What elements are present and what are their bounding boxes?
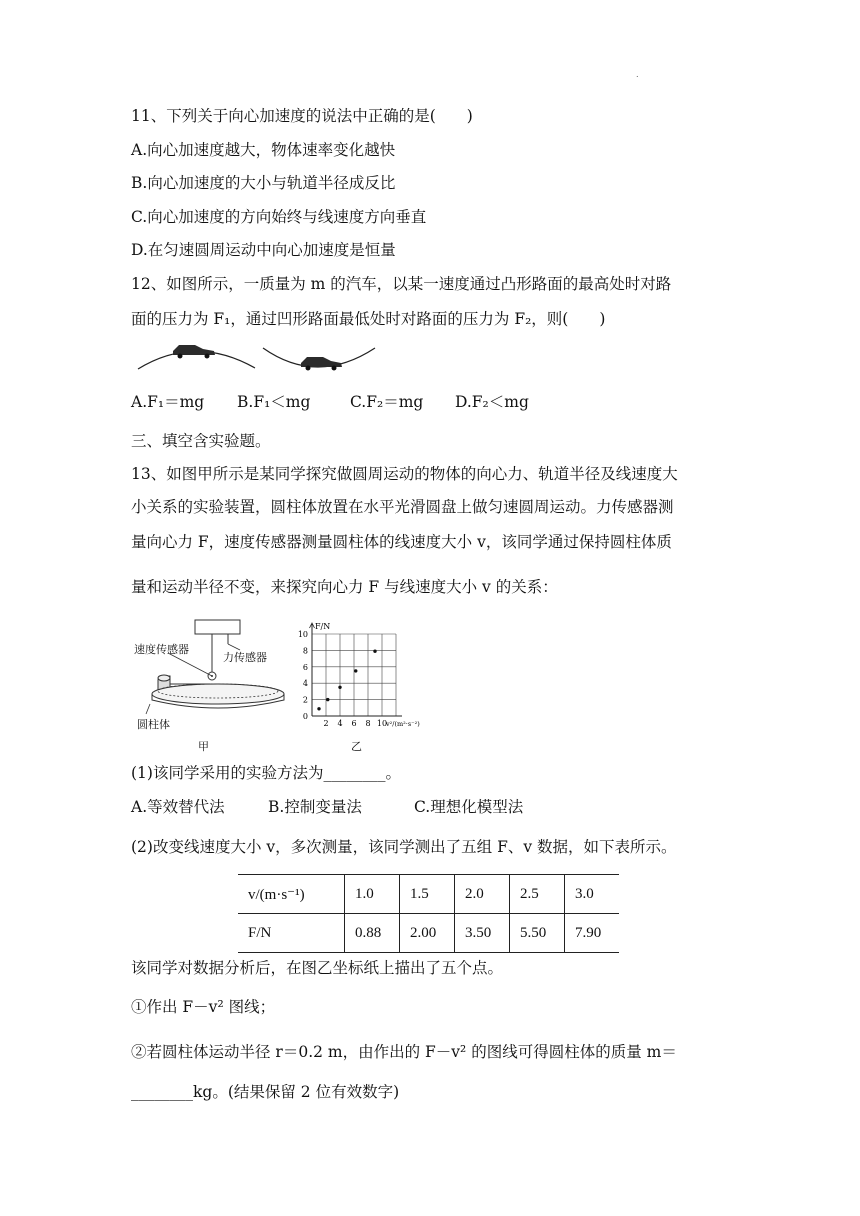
q13-stem-line1: 13、如图甲所示是某同学探究做圆周运动的物体的向心力、轨道半径及线速度大 [131,465,678,483]
data-table [238,874,619,953]
q11-option-c: C.向心加速度的方向始终与线速度方向垂直 [131,208,427,226]
data-point [317,707,320,710]
table-row [238,875,619,914]
speed-sensor-label: 速度传感器 [134,643,189,656]
x-tick-label: 10 [376,719,388,728]
data-point [338,686,341,689]
x-tick-label: 6 [351,719,357,728]
table-cell: 2.0 [455,875,510,914]
table-head-force: F/N [238,914,345,953]
x-tick-label: 8 [365,719,371,728]
q13-stem-line3: 量向心力 F，速度传感器测量圆柱体的线速度大小 v，该同学通过保持圆柱体质 [131,533,672,551]
table-cell: 2.5 [510,875,565,914]
y-tick-label: 8 [302,646,308,656]
y-tick-label: 4 [302,679,308,689]
y-tick-label: 10 [297,630,308,639]
data-point [354,669,357,672]
car-icon-concave [301,357,342,371]
force-vs-speed-chart [292,618,462,736]
y-tick-label: 0 [302,712,308,721]
after-table-text: 该同学对数据分析后，在图乙坐标纸上描出了五个点。 [131,959,504,977]
data-point [373,650,376,653]
data-point [326,698,329,701]
q13-sub2-line1: ②若圆柱体运动半径 r＝0.2 m，由作出的 F－v² 的图线可得圆柱体的质量 m＝ [131,1043,677,1061]
q13-sub2-line2: ________kg。(结果保留 2 位有效数字) [131,1083,400,1101]
table-cell: 3.0 [565,875,620,914]
y-axis-label: F/N [315,622,331,631]
q12-option-d: D.F₂＜mg [455,393,529,411]
figure-b-caption: 乙 [351,740,362,753]
q13-sub1: ①作出 F－v² 图线； [131,998,276,1016]
table-cell: 3.50 [455,914,510,953]
section-heading: 三、填空含实验题。 [131,432,271,450]
q12-stem-line2: 面的压力为 F₁，通过凹形路面最低处时对路面的压力为 F₂，则( ) [131,310,606,328]
figure-a-caption: 甲 [198,740,209,753]
q12-option-a: A.F₁＝mg [131,393,205,411]
q11-option-a: A.向心加速度越大，物体速率变化越快 [131,141,396,159]
car-icon-convex [173,345,215,359]
x-tick-label: 2 [323,719,329,728]
table-row [238,914,619,953]
force-sensor-label: 力传感器 [223,651,267,664]
table-cell: 1.0 [345,875,400,914]
q11-stem: 11、下列关于向心加速度的说法中正确的是( ) [131,107,473,125]
q13-stem-line2: 小关系的实验装置，圆柱体放置在水平光滑圆盘上做匀速圆周运动。力传感器测 [131,498,674,516]
q13-part2: (2)改变线速度大小 v，多次测量，该同学测出了五组 F、v 数据，如下表所示。 [131,838,677,856]
q13-part1: (1)该同学采用的实验方法为________。 [131,764,401,782]
q13-part1-option-a: A.等效替代法 [131,798,225,816]
q13-part1-option-b: B.控制变量法 [268,798,362,816]
table-cell: 0.88 [345,914,400,953]
y-tick-label: 6 [302,662,308,672]
q13-part1-option-c: C.理想化模型法 [414,798,524,816]
table-cell: 7.90 [565,914,620,953]
table-head-velocity: v/(m·s⁻¹) [238,875,345,914]
table-cell: 1.5 [400,875,455,914]
q12-stem-line1: 12、如图所示，一质量为 m 的汽车，以某一速度通过凸形路面的最高处时对路 [131,275,672,293]
q11-option-d: D.在匀速圆周运动中向心加速度是恒量 [131,241,396,259]
q12-road-figure [135,336,380,378]
q12-option-b: B.F₁＜mg [237,393,311,411]
x-axis-label: v²/(m²·s⁻²) [386,720,420,728]
q11-option-b: B.向心加速度的大小与轨道半径成反比 [131,174,396,192]
table-cell: 2.00 [400,914,455,953]
header-mark: . [636,70,639,79]
q13-stem-line4: 量和运动半径不变，来探究向心力 F 与线速度大小 v 的关系： [131,578,558,596]
table-cell: 5.50 [510,914,565,953]
y-tick-label: 2 [302,695,308,705]
cylinder-label: 圆柱体 [137,718,170,731]
q12-option-c: C.F₂＝mg [350,393,424,411]
x-tick-label: 4 [337,719,343,728]
